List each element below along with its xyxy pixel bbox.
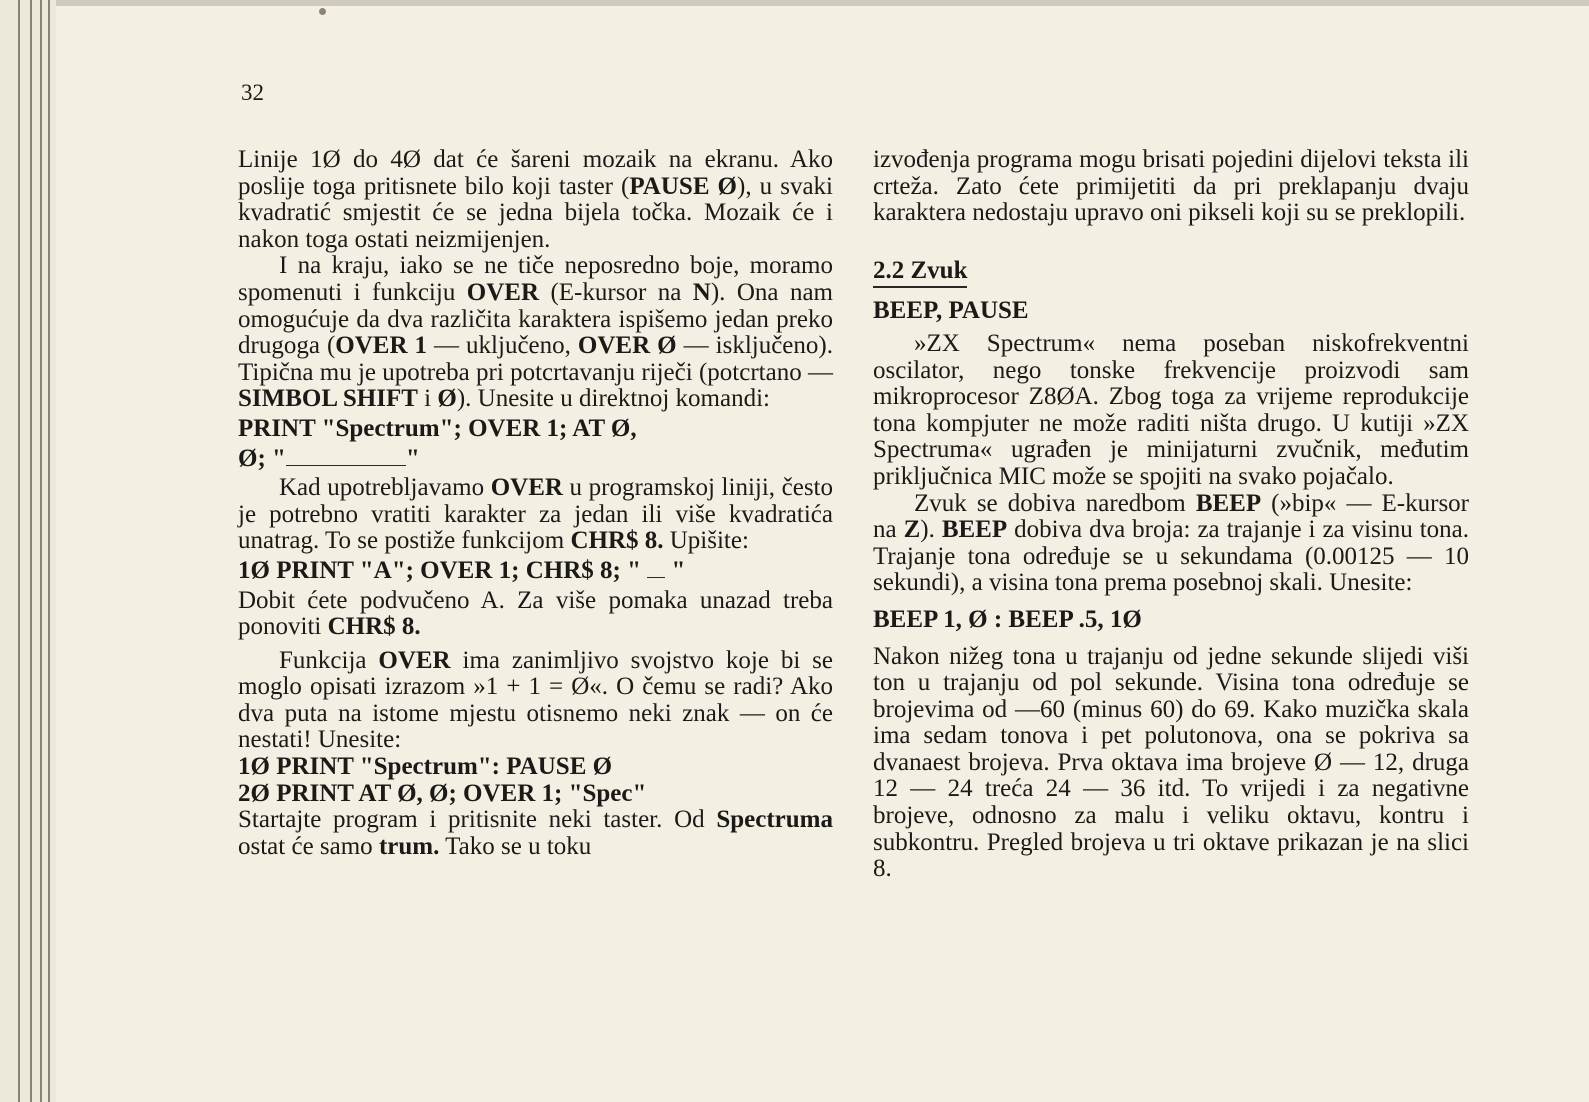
left-column [238,147,833,860]
subsection-heading: BEEP, PAUSE [873,297,1029,325]
paragraph: Kad upotrebljavamo OVER u programskoj liniji, često je potrebno vratiti karakter za jedan ili više kvadratića unatrag. To se postiže funkcijom CHR$ 8. Upišite: [238,474,833,555]
paragraph: izvođenja programa mogu brisati pojedini dijelovi teksta ili crteža. Zato ćete primijetiti da pri preklapanju dvaju karaktera nedostaju upravo oni pikseli koji su se preklopili. [873,146,1469,227]
code-line: PRINT "Spectrum"; OVER 1; AT Ø, [238,414,637,442]
section-heading: 2.2 Zvuk [873,258,967,289]
code-line: BEEP 1, Ø : BEEP .5, 1Ø [873,605,1142,633]
underline-blank [286,447,406,466]
underline-blank [647,561,665,578]
code-line: Ø; " " [238,444,420,472]
page-edge-line [40,0,42,1102]
code-line: 1Ø PRINT "A"; OVER 1; CHR$ 8; " " [238,556,686,584]
page-edge-line [48,0,50,1102]
paragraph: Startajte program i pritisnite neki taster. Od Spectruma ostat će samo trum. Tako se u toku [238,806,833,860]
paragraph: Zvuk se dobiva naredbom BEEP (»bip« — E-kursor na Z). BEEP dobiva dva broja: za trajanje i za visinu tona. Trajanje tona određuje se u sekundama (0.00125 — 10 sekundi), a visina tona prema posebnoj skali. Unesite: [873,489,1470,597]
code-line: 2Ø PRINT AT Ø, Ø; OVER 1; "Spec" [238,779,647,807]
page-edge-line [18,0,20,1102]
print-speck [319,8,326,15]
page-edge-line [30,0,32,1102]
code-line: 1Ø PRINT "Spectrum": PAUSE Ø [238,753,613,781]
paragraph: Linije 1Ø do 4Ø dat će šareni mozaik na ekranu. Ako poslije toga pritisnete bilo koji taster (PAUSE Ø), u svaki kvadratić smjestit će se jedna bijela točka. Mozaik će i nakon toga ostati neizmijenjen. [238,146,833,253]
paragraph: Dobit ćete podvučeno A. Za više pomaka unazad treba ponoviti CHR$ 8. [238,586,834,641]
paragraph: »ZX Spectrum« nema poseban niskofrekventni oscilator, nego tonske frekvencije proizvodi sam mikroprocesor Z8ØA. Zbog toga za vrijeme reprodukcije tona kompjuter ne može raditi ništa drugo. U kutiji »ZX Spectruma« ugrađen je minijaturni zvučnik, međutim priključnica MIC može se spojiti na svako pojačalo. [873,329,1469,490]
paragraph: I na kraju, iako se ne tiče neposredno boje, moramo spomenuti i funkciju OVER (E-kursor na N). Ona nam omogućuje da dva različita karaktera ispišemo jedan preko drugoga (OVER 1 — uključeno, OVER Ø — isključeno). Tipična mu je upotreba pri potcrtavanju riječi (potcrtano — SIMBOL SHIFT i Ø). Unesite u direktnoj komandi: [238,252,833,413]
top-shadow [56,0,1589,6]
right-column [873,147,1469,883]
page-number: 32 [241,80,264,105]
paragraph: Nakon nižeg tona u trajanju od jedne sekunde slijedi viši ton u trajanju od pol sekunde. Visina tona određuje se brojevima od —60 (minus 60) do 69. Kako muzička skala ima sedam tonova i pet polutonova, ona se pokriva sa dvanaest brojeva. Prva oktava ima brojeve Ø — 12, druga 12 — 24 treća 24 — 36 itd. To vrijedi i za negativne brojeve, odnosno za malu i veliku oktavu, kontru i subkontru. Pregled brojeva u tri oktave prikazan je na slici 8. [873,642,1469,883]
paragraph: Funkcija OVER ima zanimljivo svojstvo koje bi se moglo opisati izrazom »1 + 1 = Ø«. O čemu se radi? Ako dva puta na istome mjestu otisnemo neki znak — on će nestati! Unesite: [238,646,833,754]
